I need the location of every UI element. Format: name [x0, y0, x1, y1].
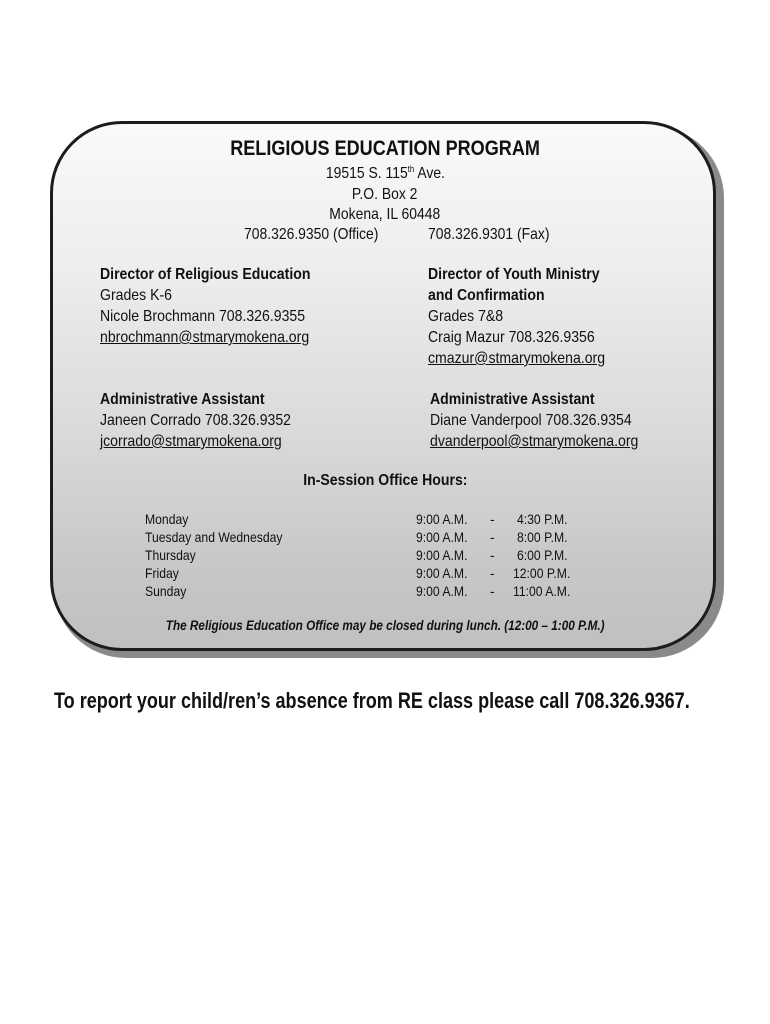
hours-dash: -	[490, 583, 495, 599]
office-phone: 708.326.9350 (Office)	[244, 226, 379, 243]
hours-end: 11:00 A.M.	[513, 583, 571, 599]
hours-start: 9:00 A.M.	[416, 565, 468, 581]
email-link[interactable]: nbrochmann@stmarymokena.org	[100, 329, 310, 346]
hours-start: 9:00 A.M.	[416, 547, 468, 563]
contact-name-phone: Janeen Corrado 708.326.9352	[100, 412, 292, 429]
hours-row	[0, 582, 770, 600]
contact-youth-ministry	[428, 264, 629, 369]
hours-row	[0, 564, 770, 582]
contact-role: Director of Religious Education	[100, 266, 311, 283]
email-link[interactable]: dvanderpool@stmarymokena.org	[430, 433, 639, 450]
hours-day: Monday	[145, 511, 189, 527]
program-title: RELIGIOUS EDUCATION PROGRAM	[230, 137, 540, 160]
contact-name-phone: Diane Vanderpool 708.326.9354	[430, 412, 632, 429]
hours-row	[0, 546, 770, 564]
hours-end: 8:00 P.M.	[516, 529, 568, 545]
contact-admin-assistant-1	[100, 389, 317, 452]
hours-end: 4:30 P.M.	[516, 511, 568, 527]
hours-row	[0, 528, 770, 546]
hours-day: Friday	[145, 565, 179, 581]
contact-grades: Grades 7&8	[428, 308, 504, 325]
contact-role: Director of Youth Ministry	[428, 266, 600, 283]
hours-day: Thursday	[145, 547, 196, 563]
contact-role: Administrative Assistant	[100, 391, 265, 408]
hours-day: Tuesday and Wednesday	[145, 529, 283, 545]
email-link[interactable]: jcorrado@stmarymokena.org	[100, 433, 282, 450]
contact-grades: Grades K-6	[100, 287, 172, 304]
hours-start: 9:00 A.M.	[416, 529, 468, 545]
street-address: 19515 S. 115th Ave.	[325, 164, 445, 182]
hours-end: 12:00 P.M.	[513, 565, 571, 581]
city-line: Mokena, IL 60448	[329, 206, 441, 223]
contact-dre	[100, 264, 339, 348]
hours-title: In-Session Office Hours:	[302, 472, 468, 489]
fax-phone: 708.326.9301 (Fax)	[428, 226, 550, 243]
contact-name-phone: Craig Mazur 708.326.9356	[428, 329, 595, 346]
contact-admin-assistant-2	[430, 389, 667, 452]
lunch-closure-note: The Religious Education Office may be closed during lunch. (12:00 – 1:00 P.M.)	[165, 618, 605, 633]
hours-table	[0, 510, 770, 600]
contact-name-phone: Nicole Brochmann 708.326.9355	[100, 308, 306, 325]
hours-start: 9:00 A.M.	[416, 583, 468, 599]
hours-dash: -	[490, 529, 495, 545]
contact-role-line2: and Confirmation	[428, 287, 545, 304]
email-link[interactable]: cmazur@stmarymokena.org	[428, 350, 606, 367]
hours-end: 6:00 P.M.	[516, 547, 568, 563]
absence-notice: To report your child/ren’s absence from RE class please call 708.326.9367.	[54, 688, 690, 713]
hours-day: Sunday	[145, 583, 187, 599]
hours-dash: -	[490, 547, 495, 563]
hours-dash: -	[490, 511, 495, 527]
po-box: P.O. Box 2	[352, 186, 418, 203]
contact-role: Administrative Assistant	[430, 391, 595, 408]
hours-dash: -	[490, 565, 495, 581]
hours-start: 9:00 A.M.	[416, 511, 468, 527]
hours-row	[0, 510, 770, 528]
